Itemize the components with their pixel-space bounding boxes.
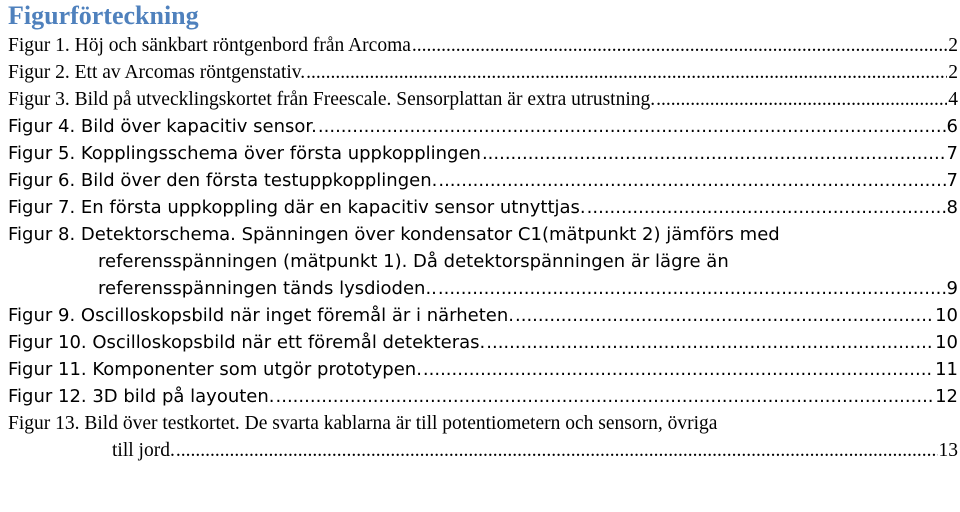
dot-leader: [656, 86, 947, 113]
toc-entry-text-continued: referensspänningen (mätpunkt 1). Då detektorspänningen är lägre än: [98, 251, 729, 272]
toc-page-number: 2: [948, 62, 958, 83]
toc-entry-text-continued: till jord.: [112, 440, 175, 461]
dot-leader: [587, 194, 946, 221]
toc-entry-figur-9[interactable]: [8, 302, 958, 329]
toc-page-number: 4: [948, 89, 958, 110]
toc-page-number: 2: [948, 35, 958, 56]
toc-entry-figur-7[interactable]: [8, 194, 958, 221]
toc-entry-figur-12[interactable]: [8, 383, 958, 410]
dot-leader: [423, 356, 934, 383]
toc-page-number: 10: [935, 332, 958, 353]
toc-entry-text: Figur 4. Bild över kapacitiv sensor.: [8, 116, 317, 137]
toc-page-number: 9: [946, 278, 958, 299]
toc-entry-figur-10[interactable]: [8, 329, 958, 356]
toc-entry-figur-1[interactable]: [8, 32, 958, 59]
toc-page-number: 11: [935, 359, 958, 380]
toc-entry-text: Figur 12. 3D bild på layouten.: [8, 386, 275, 407]
toc-page-number: 8: [946, 197, 958, 218]
dot-leader: [438, 275, 946, 302]
figure-list: [8, 32, 958, 464]
toc-page-number: 7: [946, 170, 958, 191]
toc-entry-figur-11[interactable]: [8, 356, 958, 383]
dot-leader: [438, 167, 945, 194]
toc-entry-text: Figur 6. Bild över den första testuppkopplingen.: [8, 170, 438, 191]
toc-entry-figur-3[interactable]: [8, 86, 958, 113]
toc-entry-text: Figur 9. Oscilloskopsbild när inget föremål är i närheten.: [8, 305, 515, 326]
toc-page-number: 13: [938, 440, 958, 461]
dot-leader: [306, 59, 947, 86]
dot-leader: [482, 140, 946, 167]
toc-entry-text-continued: referensspänningen tänds lysdioden..: [98, 278, 437, 299]
toc-page-number: 6: [946, 116, 958, 137]
dot-leader: [515, 302, 934, 329]
toc-entry-text: Figur 5. Kopplingsschema över första uppkopplingen: [8, 143, 481, 164]
toc-entry-text: Figur 8. Detektorschema. Spänningen över kondensator C1(mätpunkt 2) jämförs med: [8, 224, 780, 245]
toc-entry-figur-4[interactable]: [8, 113, 958, 140]
toc-entry-text: Figur 2. Ett av Arcomas röntgenstativ.: [8, 62, 306, 83]
dot-leader: [176, 437, 938, 464]
toc-entry-text: Figur 10. Oscilloskopsbild när ett föremål detekteras.: [8, 332, 486, 353]
figure-list-page: [8, 0, 958, 464]
toc-page-number: 12: [935, 386, 958, 407]
dot-leader: [486, 329, 934, 356]
toc-entry-text: Figur 1. Höj och sänkbart röntgenbord från Arcoma: [8, 35, 411, 56]
toc-entry-figur-8[interactable]: [8, 221, 958, 302]
toc-entry-figur-2[interactable]: [8, 59, 958, 86]
toc-entry-text: Figur 13. Bild över testkortet. De svarta kablarna är till potentiometern och sensorn, övriga: [8, 413, 718, 434]
toc-entry-text: Figur 3. Bild på utvecklingskortet från Freescale. Sensorplattan är extra utrustning.: [8, 89, 656, 110]
toc-page-number: 10: [935, 305, 958, 326]
toc-page-number: 7: [946, 143, 958, 164]
page-title: Figurförteckning: [8, 1, 199, 30]
dot-leader: [276, 383, 935, 410]
dot-leader: [318, 113, 946, 140]
toc-entry-text: Figur 7. En första uppkoppling där en kapacitiv sensor utnyttjas.: [8, 197, 586, 218]
toc-entry-figur-5[interactable]: [8, 140, 958, 167]
toc-entry-text: Figur 11. Komponenter som utgör prototypen.: [8, 359, 422, 380]
dot-leader: [412, 32, 947, 59]
toc-entry-figur-6[interactable]: [8, 167, 958, 194]
toc-entry-figur-13[interactable]: [8, 410, 958, 464]
